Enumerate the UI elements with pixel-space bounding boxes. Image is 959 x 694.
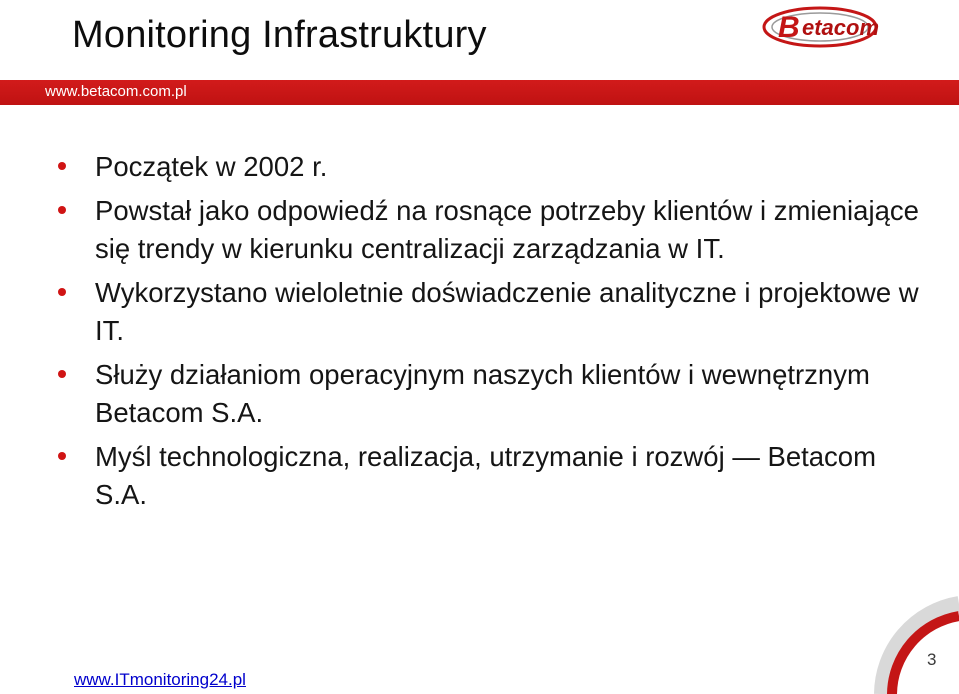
page-number: 3 [927, 650, 937, 669]
corner-arc-decoration [870, 590, 959, 694]
svg-text:etacom: etacom [802, 15, 880, 40]
bullet-item [60, 438, 920, 514]
bullet-text: Wykorzystano wieloletnie doświadczenie analityczne i projektowe w IT. [95, 277, 919, 346]
bullet-dot-icon [58, 206, 66, 214]
bullet-text: Służy działaniom operacyjnym naszych klientów i wewnętrznym Betacom S.A. [95, 359, 870, 428]
bullet-text: Początek w 2002 r. [95, 151, 328, 182]
bullet-text: Myśl technologiczna, realizacja, utrzymanie i rozwój — Betacom S.A. [95, 441, 876, 510]
bullet-item [60, 192, 920, 268]
bullet-item [60, 274, 920, 350]
svg-text:B: B [778, 11, 800, 44]
bullet-text: Powstał jako odpowiedź na rosnące potrzeby klientów i zmieniające się trendy w kierunku centralizacji zarządzania w IT. [95, 195, 919, 264]
bullet-item [60, 148, 920, 186]
bullet-dot-icon [58, 370, 66, 378]
slide-title: Monitoring Infrastruktury [72, 14, 487, 56]
bullet-item [60, 356, 920, 432]
header-bar [0, 80, 959, 105]
header-url[interactable]: www.betacom.com.pl [45, 83, 187, 100]
bullet-dot-icon [58, 162, 66, 170]
bullet-dot-icon [58, 452, 66, 460]
footer-link[interactable]: www.ITmonitoring24.pl [74, 670, 246, 689]
bullet-dot-icon [58, 288, 66, 296]
betacom-logo [760, 4, 935, 50]
bullet-list [60, 148, 920, 520]
